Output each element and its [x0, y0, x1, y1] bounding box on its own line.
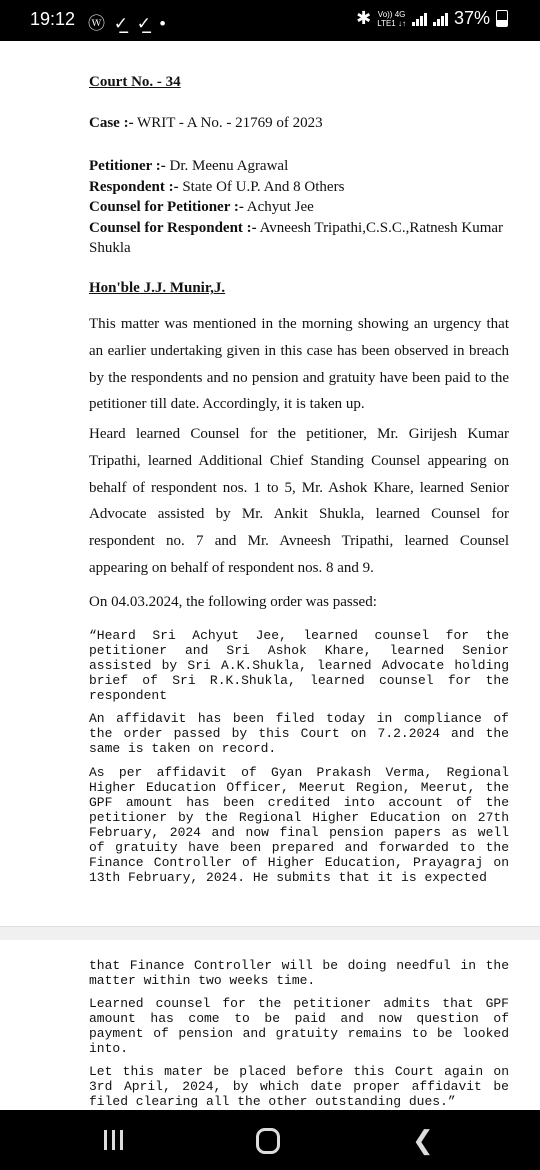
quote-paragraph-4: that Finance Controller will be doing needful in the matter within two weeks time. [89, 958, 509, 988]
counsel-respondent-line: Counsel for Respondent :- Avneesh Tripathi,C.S.C.,Ratnesh Kumar Shukla [89, 219, 504, 257]
paragraph-2: Heard learned Counsel for the petitioner, Mr. Girijesh Kumar Tripathi, learned Additional Chief Standing Counsel appearing on behalf of respondent nos. 1 to 5, Mr. Ashok Khare, learned Senior Advocate assisted by Mr. Ankit Shukla, learned Counsel for respondent no. 7 and Mr. Avneesh Tripathi, learned Counsel appearing on behalf of respondent nos. 8 and 9. [89, 426, 509, 576]
status-bar [0, 0, 540, 41]
quote-paragraph-5: Learned counsel for the petitioner admits that GPF amount has come to be paid and now question of payment of pension and gratuity remains to be looked into. [89, 996, 509, 1056]
back-icon[interactable]: ❮ [412, 1126, 434, 1156]
parties-block [89, 156, 509, 259]
document-page-2 [0, 940, 540, 1110]
network-type-icon: Vo)) 4G LTE1 ↓↑ [377, 9, 406, 28]
judge-name: Hon'ble J.J. Munir,J. [89, 280, 226, 296]
home-icon[interactable] [256, 1128, 280, 1154]
status-time: 19:12 [30, 9, 76, 29]
quote-paragraph-3: As per affidavit of Gyan Prakash Verma, Regional Higher Education Officer, Meerut Region, Meerut, the GPF amount has been credited into account of the petitioner by the Regional Higher Education on 27th February, 2024 and now final pension papers as well of gratuity have been prepared and forwarded to the Finance Controller of Higher Education, Prayagraj on 13th February, 2024. He submits that it is expected [89, 765, 509, 885]
quote-paragraph-1: “Heard Sri Achyut Jee, learned counsel for the petitioner and Sri Ashok Khare, learned Senior assisted by Sri A.K.Shukla, learned Advocate holding brief of Sri R.K.Shukla, learned counsel for the respondent [89, 628, 509, 703]
court-number: Court No. - 34 [89, 74, 181, 90]
quote-paragraph-6: Let this mater be placed before this Court again on 3rd April, 2024, by which date proper affidavit be filed clearing all the other outstanding dues.” [89, 1064, 509, 1109]
paragraph-1: This matter was mentioned in the morning showing an urgency that an earlier undertaking given in this case has been observed in breach by the respondents and no pension and gratuity have been paid to the petitioner till date. Accordingly, it is taken up. [89, 316, 509, 413]
battery-icon [496, 10, 508, 27]
case-line: Case :- WRIT - A No. - 21769 of 2023 [89, 115, 323, 131]
quote-paragraph-2: An affidavit has been filed today in compliance of the order passed by this Court on 7.2.2024 and the same is taken on record. [89, 711, 509, 756]
signal-icon-2 [433, 12, 448, 26]
navigation-bar [0, 1110, 540, 1170]
status-right [356, 8, 508, 29]
battery-level: 37% [453, 8, 490, 28]
document-page-1 [0, 41, 540, 926]
paragraph-3: On 04.03.2024, the following order was passed: [89, 594, 377, 610]
petitioner-line: Petitioner :- Dr. Meenu Agrawal [89, 158, 289, 174]
notification-icons: ⓦ ✓̲ ✓̲ • [88, 14, 168, 33]
signal-icon [412, 12, 427, 26]
respondent-line: Respondent :- State Of U.P. And 8 Others [89, 178, 345, 195]
counsel-petitioner-line: Counsel for Petitioner :- Achyut Jee [89, 199, 314, 216]
recent-apps-icon[interactable] [104, 1130, 123, 1150]
bluetooth-icon: ✱ [356, 8, 372, 28]
